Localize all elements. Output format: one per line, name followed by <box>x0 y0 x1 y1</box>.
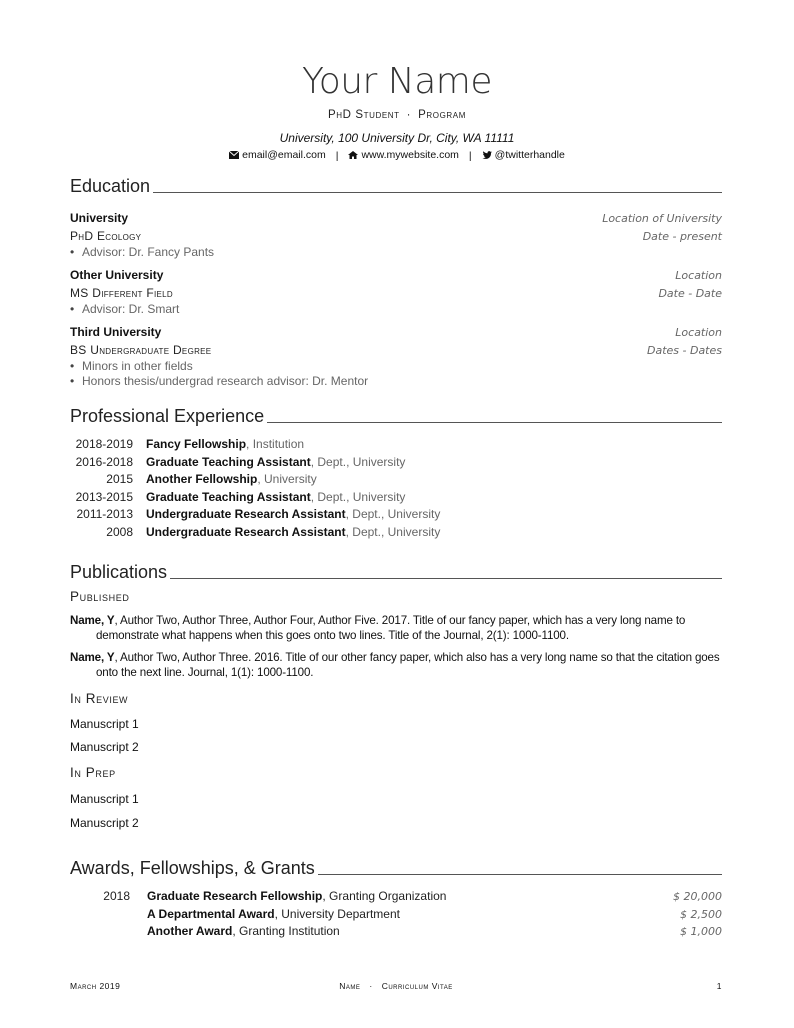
manuscript-item: Manuscript 2 <box>70 816 139 830</box>
manuscript-item: Manuscript 1 <box>70 792 139 806</box>
manuscript-item: Manuscript 1 <box>70 717 139 731</box>
footer-center: Name · Curriculum Vitae <box>339 981 453 991</box>
section-rule <box>318 874 722 876</box>
experience-row: 2008 Undergraduate Research Assistant, Dept., University <box>106 524 441 539</box>
award-row: Another Award, Granting Institution $ 1,000 <box>70 923 722 941</box>
institution: Third University <box>70 325 162 339</box>
section-heading: Awards, Fellowships, & Grants <box>70 857 722 879</box>
address: University, 100 University Dr, City, WA 11111 <box>279 131 515 145</box>
separator-dot: · <box>406 109 412 121</box>
tagline <box>0 108 794 122</box>
institution: Other University <box>70 268 164 282</box>
location: Location <box>675 269 722 282</box>
education-entry <box>70 210 722 260</box>
education-entry <box>70 267 722 317</box>
experience-row: 2011-2013 Undergraduate Research Assistant, Dept., University <box>76 507 441 522</box>
awards-section <box>70 857 722 941</box>
degree: PhD Ecology <box>70 228 142 243</box>
degree: BS Undergraduate Degree <box>70 342 212 357</box>
publication-entry: Name, Y, Author Two, Author Three. 2016. Title of our other fancy paper, which also has a very long name so that the citation goes onto the next line. Journal, 1(1): 1000-1100. <box>70 651 720 679</box>
manuscript-item: Manuscript 2 <box>70 740 139 754</box>
awards-list <box>70 888 722 941</box>
section-rule <box>153 192 722 194</box>
degree: MS Different Field <box>70 285 173 300</box>
bullet-item: • Advisor: Dr. Smart <box>70 302 180 316</box>
email-link[interactable]: email@email.com <box>229 148 326 164</box>
contact-line <box>0 148 794 164</box>
person-name: Your Name <box>301 61 492 102</box>
dates: Date - Date <box>658 286 722 300</box>
location: Location <box>675 326 722 339</box>
contact-separator: | <box>468 150 472 162</box>
education-section <box>70 175 722 389</box>
page-number: 1 <box>716 981 722 991</box>
position-title: PhD Student <box>328 109 400 121</box>
subsection-in-review: In Review <box>70 691 129 706</box>
institution: University <box>70 211 129 225</box>
bullet-item: • Minors in other fields <box>70 359 193 373</box>
contact-separator: | <box>335 150 339 162</box>
experience-row: 2015 Another Fellowship, University <box>106 472 317 487</box>
subsection-published: Published <box>70 589 130 604</box>
envelope-icon <box>229 150 239 164</box>
award-amount: $ 20,000 <box>673 890 722 903</box>
section-heading: Education <box>70 175 722 197</box>
location: Location of University <box>602 212 722 225</box>
experience-row: 2016-2018 Graduate Teaching Assistant, Dept., University <box>75 454 406 469</box>
experience-row: 2018-2019 Fancy Fellowship, Institution <box>75 437 305 451</box>
cv-header <box>0 60 794 164</box>
education-entry <box>70 324 722 389</box>
publication-entry: Name, Y, Author Two, Author Three, Author Four, Author Five. 2017. Title of our fancy paper, which has a very long name to demonstrate what happens when this goes onto two lines. Title of the Journal, 2(1): 1000-1100. <box>70 614 686 642</box>
subsection-in-prep: In Prep <box>70 765 116 780</box>
dates: Dates - Dates <box>646 343 722 357</box>
home-icon <box>348 150 358 164</box>
experience-list <box>70 436 722 542</box>
footer-date: March 2019 <box>70 981 121 991</box>
section-rule <box>170 578 722 580</box>
publications-section <box>70 561 722 831</box>
twitter-icon <box>482 150 492 164</box>
website-link[interactable]: www.mywebsite.com <box>348 148 458 164</box>
award-amount: $ 2,500 <box>680 907 722 921</box>
section-heading: Professional Experience <box>70 405 722 427</box>
experience-section <box>70 405 722 542</box>
experience-row: 2013-2015 Graduate Teaching Assistant, Dept., University <box>75 489 406 504</box>
award-row: 2018 Graduate Research Fellowship, Granting Organization $ 20,000 <box>70 888 722 906</box>
section-heading: Publications <box>70 561 722 583</box>
award-row: A Departmental Award, University Department $ 2,500 <box>70 906 722 924</box>
section-rule <box>267 422 722 424</box>
bullet-item: • Advisor: Dr. Fancy Pants <box>70 245 215 259</box>
dates: Date - present <box>642 229 722 243</box>
award-amount: $ 1,000 <box>680 925 722 939</box>
bullet-item: • Honors thesis/undergrad research advisor: Dr. Mentor <box>70 374 369 388</box>
twitter-link[interactable]: @twitterhandle <box>482 148 565 164</box>
program: Program <box>418 109 466 121</box>
